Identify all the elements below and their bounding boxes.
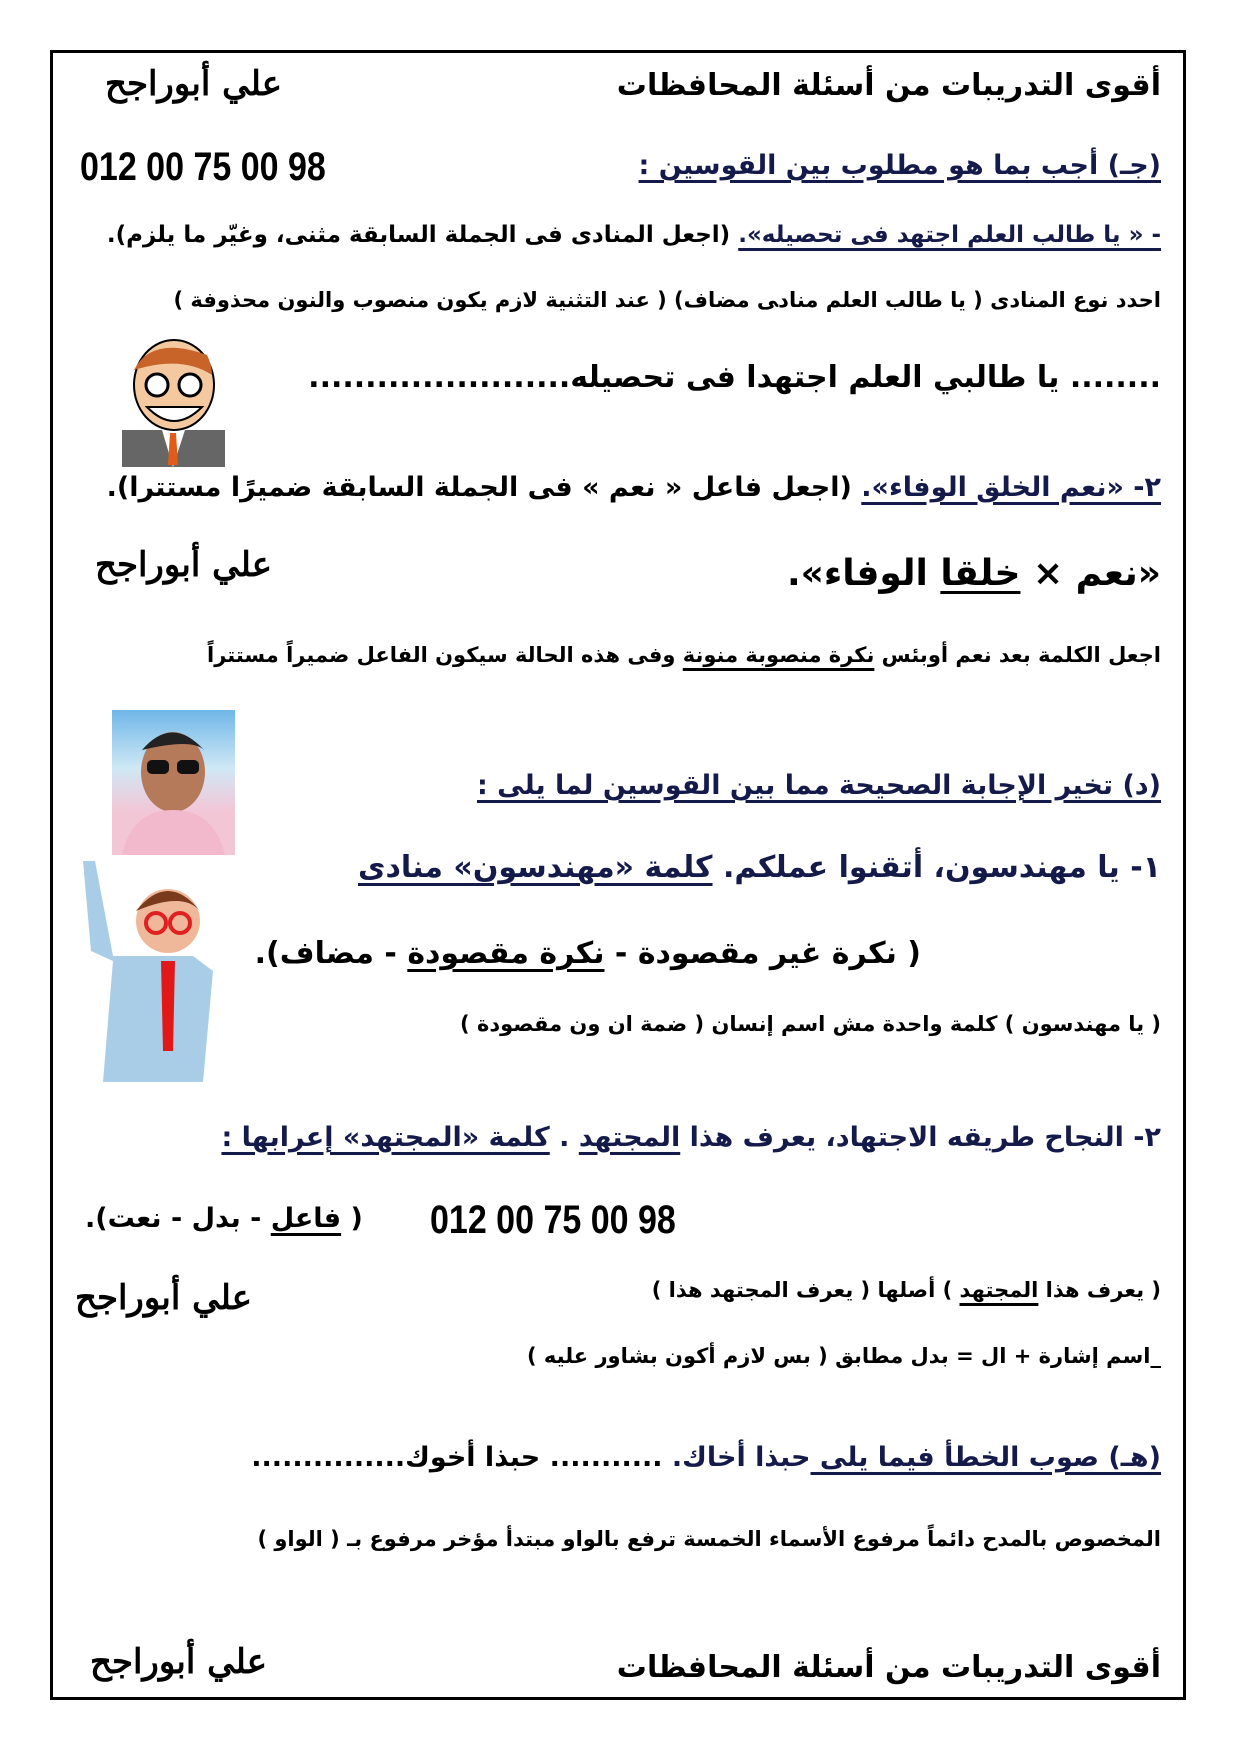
d-q2-note1-a: ( يعرف هذا <box>1038 1278 1161 1302</box>
d-q2-note1-c: ) أصلها ( يعرف المجتهد هذا ) <box>651 1278 960 1302</box>
c-q2-answer-a: «نعم × <box>1020 553 1161 594</box>
section-d-heading: (د) تخير الإجابة الصحيحة مما بين القوسين لما يلى : <box>476 770 1161 801</box>
author-signature: علي أبوراجح <box>75 1278 253 1318</box>
c-q1-sentence: - « يا طالب العلم اجتهد فى تحصيله». <box>738 222 1161 248</box>
d-q1-sentence: ١- يا مهندسون، أتقنوا عملكم. <box>712 850 1161 885</box>
section-e-heading: (هـ) صوب الخطأ فيما يلى <box>810 1442 1161 1473</box>
e-blank: ........... <box>540 1442 672 1473</box>
c-question-1 <box>107 222 1161 250</box>
c-q2-note <box>207 643 1161 668</box>
d-q2-choice-c: - بدل - نعت). <box>85 1203 271 1234</box>
footer-author-signature: علي أبوراجح <box>90 1642 268 1682</box>
c-q2-answer-c: الوفاء». <box>786 553 941 594</box>
boy-image <box>73 861 229 1082</box>
c-q2-note-b: نكرة منصوبة منونة <box>682 643 875 667</box>
phone-number: 012 00 75 00 98 <box>80 145 326 189</box>
d-q2-sentence: ٢- النجاح طريقه الاجتهاد، يعرف هذا <box>680 1122 1161 1153</box>
d-q1-choice-correct: نكرة مقصودة <box>407 936 605 971</box>
c-q1-answer: ........ يا طالبي العلم اجتهدا فى تحصيله....................... <box>308 360 1161 395</box>
footer-title: أقوى التدريبات من أسئلة المحافظات <box>616 1650 1161 1685</box>
section-e <box>251 1442 1161 1474</box>
d-q2-sep: . <box>549 1122 579 1153</box>
c-q2-answer <box>787 552 1161 595</box>
section-c-heading: (جـ) أجب بما هو مطلوب بين القوسين : <box>638 150 1161 181</box>
d-question-2 <box>221 1122 1161 1154</box>
d-q1-choice-a: ( نكرة غير مقصودة - <box>604 936 921 971</box>
author-signature: علي أبوراجح <box>95 545 273 585</box>
e-wrong-sentence: حبذا أخاك. <box>671 1442 811 1473</box>
c-q2-instruction: (اجعل فاعل « نعم » فى الجملة السابقة ضميرًا مستترا). <box>106 472 862 503</box>
c-q2-note-c: وفى هذه الحالة سيكون الفاعل ضميراً مستتراً <box>207 643 683 667</box>
d-q2-prompt: كلمة «المجتهد» إعرابها : <box>221 1122 550 1153</box>
d-q2-note1-b: المجتهد <box>959 1278 1039 1302</box>
c-q2-note-a: اجعل الكلمة بعد نعم أوبئس <box>874 643 1161 667</box>
e-note: المخصوص بالمدح دائماً مرفوع الأسماء الخمسة ترفع بالواو مبتدأ مؤخر مرفوع بـ ( الواو ) <box>257 1527 1161 1551</box>
d-q2-target-word: المجتهد <box>578 1122 681 1153</box>
d-q1-choices <box>255 936 921 972</box>
d-q1-note: ( يا مهندسون ) كلمة واحدة مش اسم إنسان ( ضمة ان ون مقصودة ) <box>460 1012 1161 1036</box>
c-q2-sentence: ٢- «نعم الخلق الوفاء». <box>861 472 1161 503</box>
c-q1-instruction: (اجعل المنادى فى الجملة السابقة مثنى، وغيّر ما يلزم). <box>106 222 739 248</box>
d-q2-choice-correct: فاعل <box>270 1203 342 1234</box>
d-q2-note-2: _اسم إشارة + ال = بدل مطابق ( بس لازم أكون بشاور عليه ) <box>527 1344 1161 1368</box>
e-answer: حبذا أخوك............... <box>251 1442 541 1473</box>
author-photo <box>112 710 235 855</box>
d-q1-prompt: كلمة «مهندسون» منادى <box>358 850 713 885</box>
d-question-1 <box>358 850 1161 886</box>
phone-number: 012 00 75 00 98 <box>430 1198 676 1242</box>
d-q2-note-1 <box>652 1278 1161 1303</box>
d-q2-choices <box>85 1203 363 1235</box>
c-q1-note: احدد نوع المنادى ( يا طالب العلم مناد‍ى مضاف) ( عند التثنية لازم يكون منصوب والنون محذوفة ) <box>173 288 1161 312</box>
cartoon-man-image <box>112 335 235 467</box>
d-q1-choice-c: - مضاف). <box>254 936 408 971</box>
author-signature: علي أبوراجح <box>105 64 283 104</box>
c-question-2 <box>107 472 1161 504</box>
header-title: أقوى التدريبات من أسئلة المحافظات <box>616 68 1161 103</box>
c-q2-answer-word: خلقا <box>940 553 1021 594</box>
d-q2-choice-a: ( <box>341 1203 363 1234</box>
